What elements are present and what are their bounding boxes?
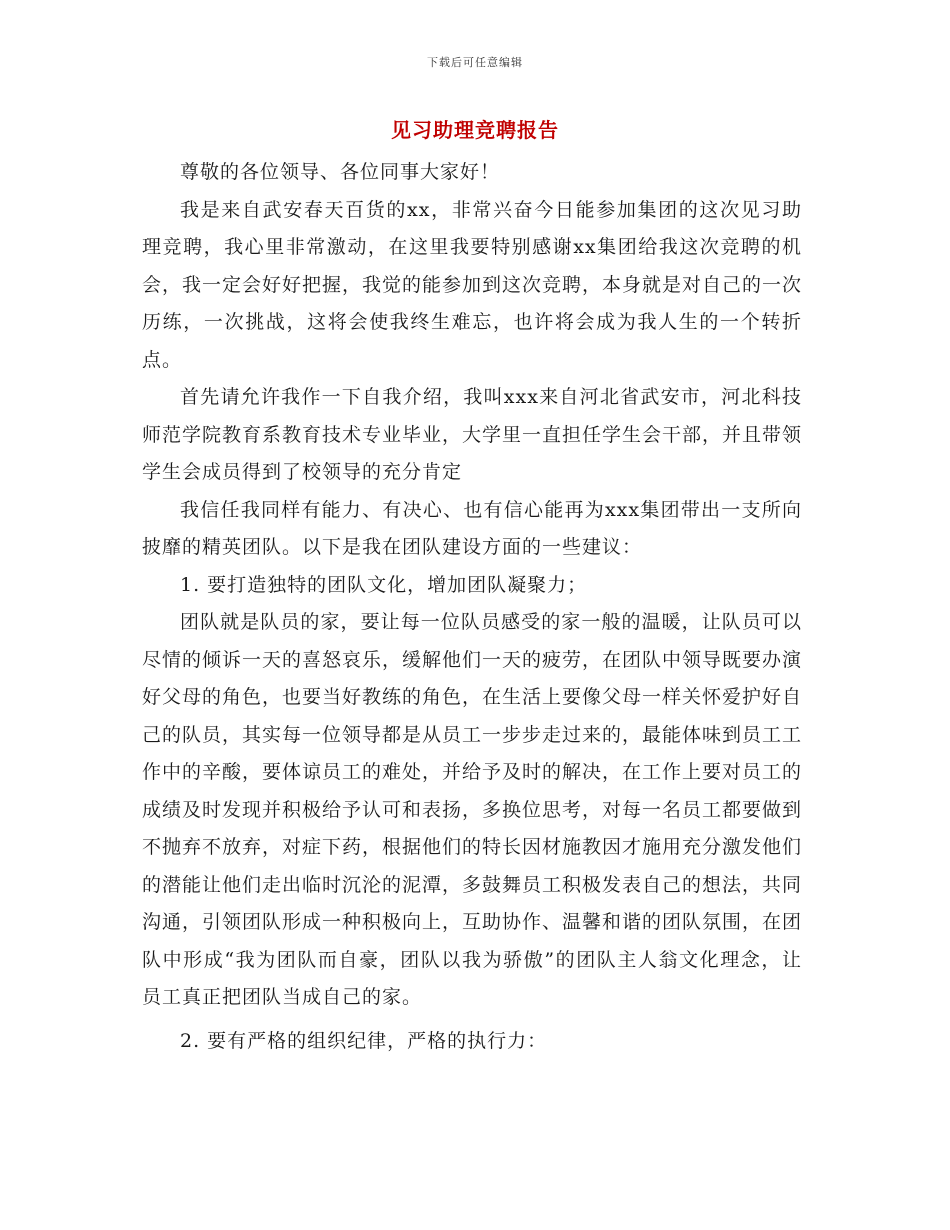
paragraph-intro: 我是来自武安春天百货的xx，非常兴奋今日能参加集团的这次见习助理竞聘，我心里非常激动，在这里我要特别感谢xx集团给我这次竞聘的机会，我一定会好好把握，我觉的能参加到这次竞聘，本身就是对自己的一次历练，一次挑战，这将会使我终生难忘，也许将会成为我人生的一个转折点。 xyxy=(142,198,803,371)
document-body xyxy=(142,154,802,1060)
document-title: 见习助理竞聘报告 xyxy=(391,118,559,142)
paragraph-confidence: 我信任我同样有能力、有决心、也有信心能再为xxx集团带出一支所向披靡的精英团队。以下是我在团队建设方面的一些建议： xyxy=(142,498,802,558)
header-note: 下载后可任意编辑 xyxy=(427,56,523,69)
paragraph-self-introduction: 首先请允许我作一下自我介绍，我叫xxx来自河北省武安市，河北科技师范学院教育系教育技术专业毕业，大学里一直担任学生会干部，并且带领学生会成员得到了校领导的充分肯定 xyxy=(142,386,803,483)
paragraph-point-1-heading: 1. 要打造独特的团队文化，增加团队凝聚力； xyxy=(180,573,588,596)
paragraph-point-2-heading: 2. 要有严格的组织纪律，严格的执行力： xyxy=(180,1029,548,1052)
paragraph-point-1-body: 团队就是队员的家，要让每一位队员感受的家一般的温暖，让队员可以尽情的倾诉一天的喜怒哀乐，缓解他们一天的疲劳，在团队中领导既要办演好父母的角色，也要当好教练的角色，在生活上要像父母一样关怀爱护好自己的队员，其实每一位领导都是从员工一步步走过来的，最能体味到员工工作中的辛酸，要体谅员工的难处，并给予及时的解决，在工作上要对员工的成绩及时发现并积极给予认可和表扬，多换位思考，对每一名员工都要做到不抛弃不放弃，对症下药，根据他们的特长因材施教因才施用充分激发他们的潜能让他们走出临时沉沦的泥潭，多鼓舞员工积极发表自己的想法，共同沟通，引领团队形成一种积极向上，互助协作、温馨和谐的团队氛围，在团队中形成“我为团队而自豪，团队以我为骄傲”的团队主人翁文化理念，让员工真正把团队当成自己的家。 xyxy=(142,611,803,1008)
paragraph-greeting: 尊敬的各位领导、各位同事大家好！ xyxy=(180,161,501,183)
